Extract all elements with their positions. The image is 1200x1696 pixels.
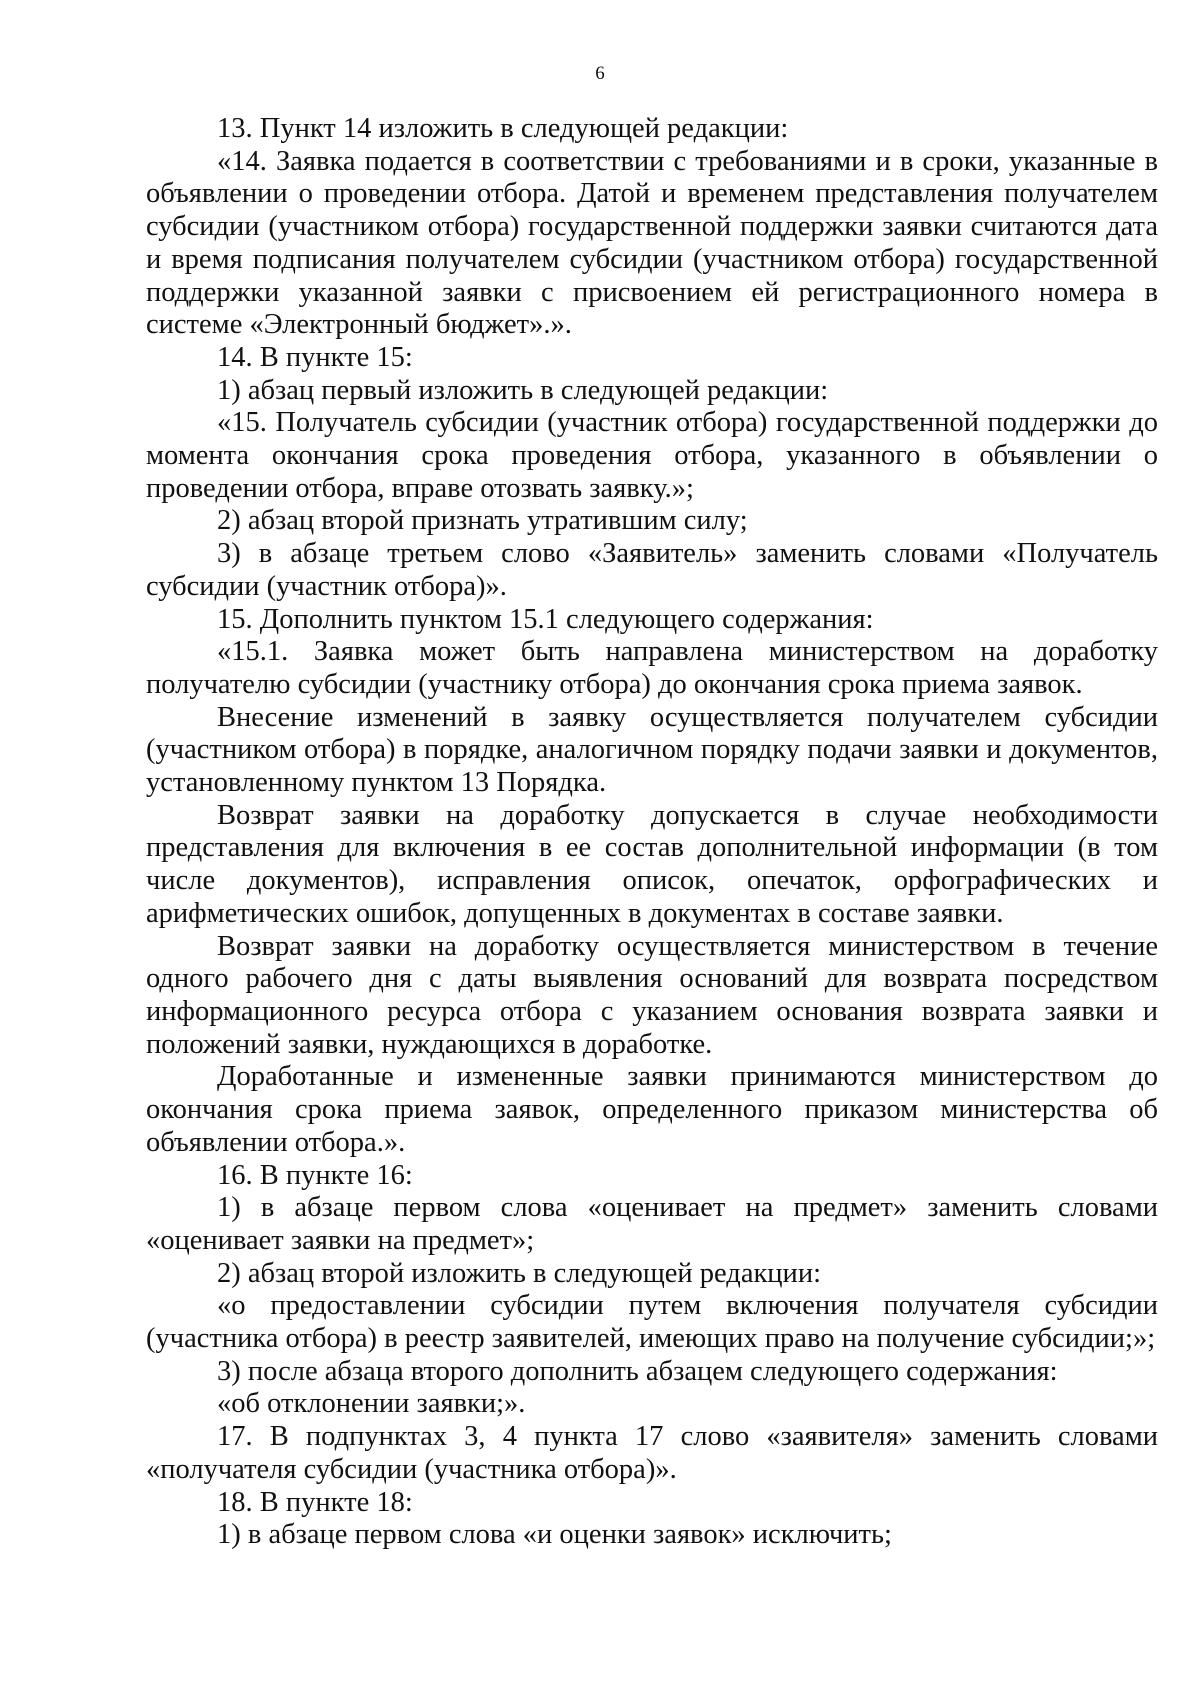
paragraph: 18. В пункте 18:	[217, 1486, 413, 1518]
paragraph: 1) в абзаце первом слова «и оценки заявок» исключить;	[217, 1519, 892, 1551]
page-number: 6	[595, 63, 605, 84]
paragraph: 15. Дополнить пунктом 15.1 следующего содержания:	[217, 603, 874, 635]
paragraph: «об отклонении заявки;».	[217, 1388, 526, 1420]
paragraph: 2) абзац второй изложить в следующей редакции:	[217, 1257, 821, 1289]
paragraph: Доработанные и измененные заявки принимаются министерством до окончания срока приема заявок, определенного приказом министерства об объявлении отбора.».	[146, 1061, 1158, 1158]
paragraph: 2) абзац второй признать утратившим силу;	[217, 505, 748, 537]
paragraph: «15.1. Заявка может быть направлена министерством на доработку получателю субсидии (участнику отбора) до окончания срока приема заявок.	[146, 636, 1158, 700]
document-body	[146, 113, 1158, 1552]
paragraph: 1) абзац первый изложить в следующей редакции:	[217, 374, 829, 406]
paragraph: «о предоставлении субсидии путем включения получателя субсидии (участника отбора) в реестр заявителей, имеющих право на получение субсидии;»;	[146, 1290, 1158, 1355]
paragraph: 3) в абзаце третьем слово «Заявитель» заменить словами «Получатель субсидии (участник отбора)».	[146, 538, 1158, 602]
paragraph: 3) после абзаца второго дополнить абзацем следующего содержания:	[217, 1355, 1058, 1387]
paragraph: «15. Получатель субсидии (участник отбора) государственной поддержки до момента окончания срока проведения отбора, указанного в объявлении о проведении отбора, вправе отозвать заявку.»;	[146, 407, 1158, 504]
paragraph: 16. В пункте 16:	[217, 1159, 413, 1191]
paragraph: «14. Заявка подается в соответствии с требованиями и в сроки, указанные в объявлении о проведении отбора. Датой и временем представления получателем субсидии (участником отбора) государственной поддержки заявки считаются дата и время подписания получателем субсидии (участником отбора) государственной поддержки указанной заявки с присвоением ей регистрационного номера в системе «Электронный бюджет».».	[146, 145, 1158, 341]
paragraph: Возврат заявки на доработку осуществляется министерством в течение одного рабочего дня с даты выявления оснований для возврата посредством информационного ресурса отбора с указанием основания возврата заявки и положений заявки, нуждающихся в доработке.	[146, 930, 1158, 1060]
paragraph: 17. В подпунктах 3, 4 пункта 17 слово «заявителя» заменить словами «получателя субсидии (участника отбора)».	[146, 1421, 1158, 1485]
paragraph: Внесение изменений в заявку осуществляется получателем субсидии (участником отбора) в порядке, аналогичном порядку подачи заявки и документов, установленному пунктом 13 Порядка.	[146, 701, 1158, 799]
paragraph: 13. Пункт 14 изложить в следующей редакции:	[217, 113, 789, 144]
paragraph: 1) в абзаце первом слова «оценивает на предмет» заменить словами «оценивает заявки на предмет»;	[146, 1192, 1158, 1256]
paragraph: Возврат заявки на доработку допускается в случае необходимости представления для включения в ее состав дополнительной информации (в том числе документов), исправления описок, опечаток, орфографических и арифметических ошибок, допущенных в документах в составе заявки.	[146, 799, 1158, 929]
paragraph: 14. В пункте 15:	[217, 341, 413, 373]
